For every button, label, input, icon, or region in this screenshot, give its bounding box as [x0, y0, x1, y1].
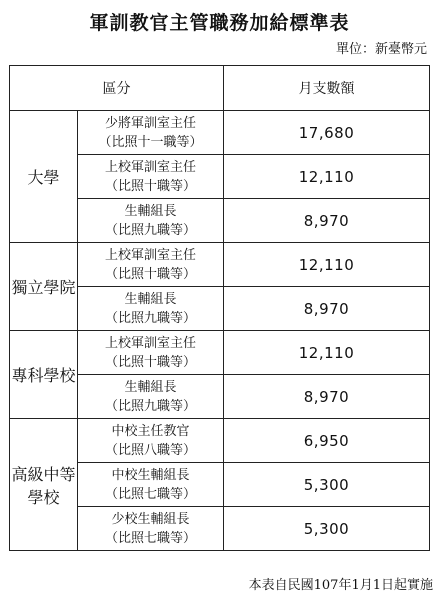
position-rank: （比照十職等）: [104, 178, 196, 194]
amount-cell: 12,110: [224, 243, 430, 287]
position-title: 生輔組長: [124, 291, 177, 307]
category-cell: [10, 331, 78, 419]
position-title: 上校軍訓室主任: [104, 159, 196, 175]
category-cell: [10, 243, 78, 331]
amount-cell: 12,110: [224, 155, 430, 199]
table-row: [10, 419, 430, 463]
category-label: 高級中等學校: [11, 464, 76, 507]
table-row: [10, 111, 430, 155]
table-row: [10, 243, 430, 287]
table-row: [10, 331, 430, 375]
position-title: 少將軍訓室主任: [104, 115, 196, 131]
header-category: 區分: [10, 66, 224, 111]
category-label: 大學: [27, 168, 60, 187]
position-cell: [78, 287, 224, 331]
position-cell: [78, 155, 224, 199]
position-rank: （比照七職等）: [104, 486, 196, 502]
amount-cell: 5,300: [224, 507, 430, 551]
position-cell: [78, 243, 224, 287]
position-cell: [78, 375, 224, 419]
position-rank: （比照十職等）: [104, 266, 196, 282]
category-label: 專科學校: [11, 366, 76, 385]
amount-cell: 8,970: [224, 287, 430, 331]
table-header-row: [10, 66, 430, 111]
category-cell: [10, 111, 78, 243]
amount-cell: 8,970: [224, 199, 430, 243]
position-rank: （比照九職等）: [104, 310, 196, 326]
position-title: 生輔組長: [124, 203, 177, 219]
category-label: 獨立學院: [11, 278, 76, 297]
category-cell: [10, 419, 78, 551]
position-rank: （比照九職等）: [104, 222, 196, 238]
position-cell: [78, 111, 224, 155]
table-body: [10, 111, 430, 551]
position-rank: （比照七職等）: [104, 530, 196, 546]
position-title: 上校軍訓室主任: [104, 335, 196, 351]
position-cell: [78, 419, 224, 463]
position-rank: （比照十職等）: [104, 354, 196, 370]
amount-cell: 17,680: [224, 111, 430, 155]
amount-cell: 8,970: [224, 375, 430, 419]
position-rank: （比照九職等）: [104, 398, 196, 414]
currency-unit: 單位：新臺幣元: [335, 42, 427, 57]
position-rank: （比照八職等）: [104, 442, 196, 458]
amount-cell: 12,110: [224, 331, 430, 375]
position-title: 上校軍訓室主任: [104, 247, 196, 263]
position-title: 生輔組長: [124, 379, 177, 395]
effective-date-note: 本表自民國107年1月1日起實施: [248, 578, 433, 593]
header-amount: 月支數額: [224, 66, 430, 111]
amount-cell: 5,300: [224, 463, 430, 507]
position-title: 少校生輔組長: [111, 511, 190, 527]
document-title: 軍訓教官主管職務加給標準表: [89, 12, 350, 34]
position-cell: [78, 507, 224, 551]
position-rank: （比照十一職等）: [98, 134, 203, 150]
position-cell: [78, 463, 224, 507]
position-title: 中校生輔組長: [111, 467, 190, 483]
position-title: 中校主任教官: [111, 423, 190, 439]
allowance-table: [9, 65, 430, 551]
amount-cell: 6,950: [224, 419, 430, 463]
position-cell: [78, 199, 224, 243]
position-cell: [78, 331, 224, 375]
